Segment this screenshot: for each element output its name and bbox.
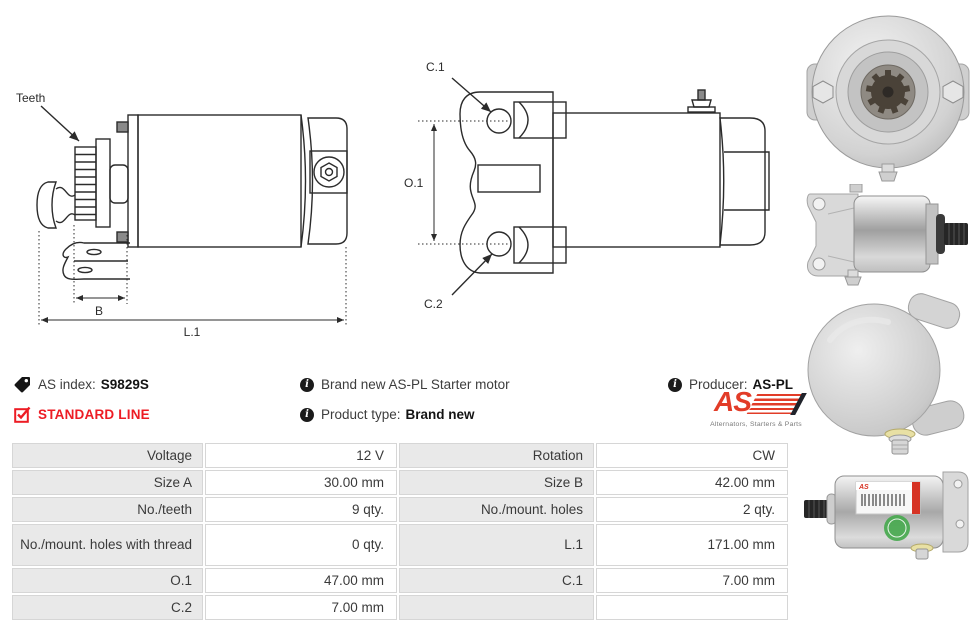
dim-c1-label: C.1 bbox=[426, 60, 445, 74]
dim-o1-label: O.1 bbox=[404, 176, 424, 190]
spec-value: 9 qty. bbox=[205, 497, 397, 522]
product-description bbox=[300, 377, 510, 392]
svg-text:AS: AS bbox=[859, 484, 869, 491]
photo-starter-front-view bbox=[806, 6, 970, 184]
spec-value: 0 qty. bbox=[205, 524, 397, 566]
standard-line bbox=[14, 406, 150, 423]
product-type bbox=[300, 407, 475, 422]
spec-label: Rotation bbox=[399, 443, 594, 468]
spec-label: L.1 bbox=[399, 524, 594, 566]
teeth-label: Teeth bbox=[16, 91, 46, 105]
logo-tagline: Alternators, Starters & Parts bbox=[710, 421, 802, 428]
producer-value: AS-PL bbox=[752, 377, 794, 392]
spec-value: 30.00 mm bbox=[205, 470, 397, 495]
spec-label: No./teeth bbox=[12, 497, 203, 522]
dim-b-label: B bbox=[94, 304, 104, 318]
as-index-value: S9829S bbox=[100, 377, 149, 392]
spec-label: C.2 bbox=[12, 595, 203, 620]
spec-value: 171.00 mm bbox=[596, 524, 788, 566]
spec-label: No./mount. holes bbox=[399, 497, 594, 522]
spec-value: 2 qty. bbox=[596, 497, 788, 522]
teeth-arrow bbox=[41, 106, 79, 141]
tag-icon bbox=[14, 376, 31, 393]
spec-value: 47.00 mm bbox=[205, 568, 397, 593]
c1-arrow bbox=[452, 78, 491, 112]
logo-text: AS bbox=[714, 386, 751, 417]
spec-value: 7.00 mm bbox=[596, 568, 788, 593]
spec-label: O.1 bbox=[12, 568, 203, 593]
dim-l1-label: L.1 bbox=[183, 325, 201, 339]
as-pl-logo bbox=[700, 386, 812, 428]
photo-starter-end-cover bbox=[800, 288, 972, 458]
spec-value bbox=[596, 595, 788, 620]
dim-c2-label: C.2 bbox=[424, 297, 443, 311]
spec-label bbox=[399, 595, 594, 620]
photo-starter-side-view-with-label bbox=[800, 460, 972, 560]
producer-label: Producer: bbox=[689, 377, 748, 392]
spec-label: Size A bbox=[12, 470, 203, 495]
spec-value: 12 V bbox=[205, 443, 397, 468]
spec-value: 7.00 mm bbox=[205, 595, 397, 620]
checkbox-checked-icon bbox=[14, 406, 31, 423]
c2-arrow bbox=[452, 254, 492, 295]
photo-starter-side-view bbox=[802, 184, 972, 286]
spec-table bbox=[12, 443, 788, 620]
spec-label: Voltage bbox=[12, 443, 203, 468]
spec-label: C.1 bbox=[399, 568, 594, 593]
spec-value: CW bbox=[596, 443, 788, 468]
info-icon: i bbox=[300, 378, 314, 392]
info-icon: i bbox=[300, 408, 314, 422]
technical-drawing-bracket-view bbox=[398, 52, 778, 317]
spec-label: No./mount. holes with thread bbox=[12, 524, 203, 566]
product-type-value: Brand new bbox=[405, 407, 475, 422]
product-type-label: Product type: bbox=[321, 407, 401, 422]
product-description-text: Brand new AS-PL Starter motor bbox=[321, 377, 510, 392]
as-index-label: AS index: bbox=[38, 377, 96, 392]
as-index bbox=[14, 376, 149, 393]
spec-label: Size B bbox=[399, 470, 594, 495]
spec-value: 42.00 mm bbox=[596, 470, 788, 495]
technical-drawing-side-view bbox=[8, 85, 353, 340]
info-icon: i bbox=[668, 378, 682, 392]
standard-line-label: STANDARD LINE bbox=[38, 407, 150, 422]
